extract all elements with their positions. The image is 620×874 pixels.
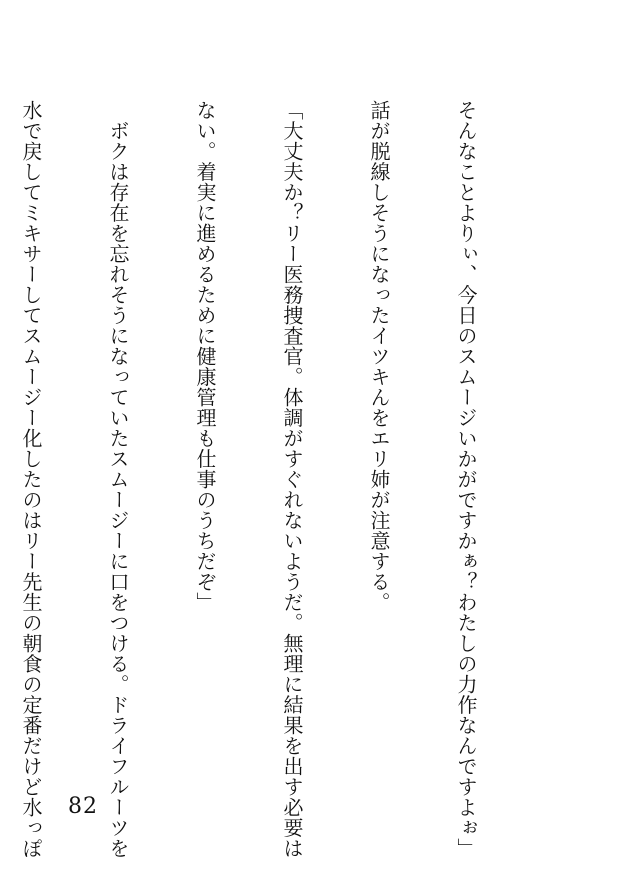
page-number: 82 <box>68 794 98 819</box>
text-line: ない。着実に進めるために健康管理も仕事のうちだぞ」 <box>193 100 217 613</box>
text-line: 「大丈夫か？リー医務捜査官。体調がすぐれないようだ。無理に結果を出す必要は <box>280 100 304 859</box>
text-line: 話が脱線しそうになったイツキんをエリ姉が注意する。 <box>367 100 391 613</box>
text-line: ボクは存在を忘れそうになっていたスムージーに口をつける。ドライフルーツを <box>106 100 130 859</box>
text-line: 水で戻してミキサーしてスムージー化したのはリー先生の朝食の定番だけど水っぽ <box>19 100 43 859</box>
text-line: そんなことよりぃ、今日のスムージいかがですかぁ？わたしの力作なんですよぉ」 <box>454 100 478 859</box>
